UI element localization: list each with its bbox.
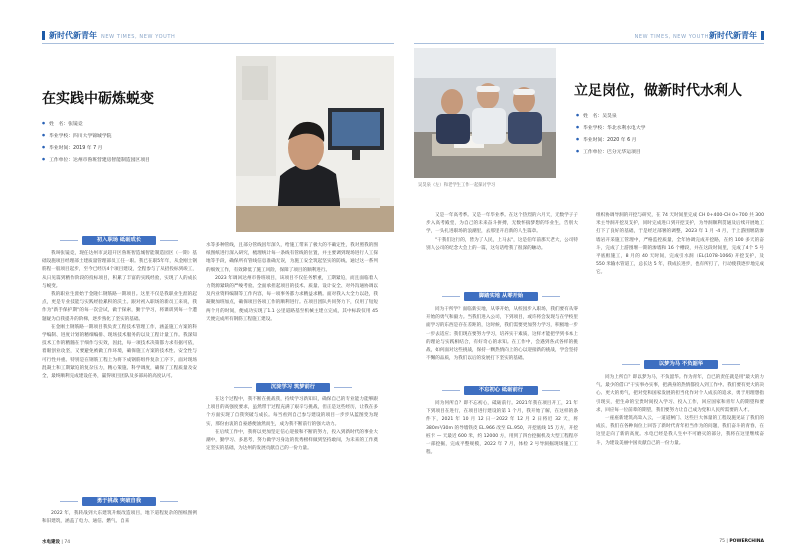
left-page-number: 74 xyxy=(64,540,71,545)
paragraph: "干我们这行的，皆为了人民，上马去"，这是伯年前那天老大，公司特别人公司的纪念大会上的一篇，这句话给我了很深的触动。 xyxy=(426,237,578,251)
right-article-column-3c xyxy=(426,400,578,536)
left-article-column-1-tail xyxy=(42,510,197,536)
portrait-illustration xyxy=(236,56,394,232)
left-article-column-2b xyxy=(206,396,378,536)
right-profile xyxy=(576,110,645,158)
right-article-column-4b xyxy=(596,374,764,536)
paragraph: 同为干所学？面临新实地，从零开始，从校园步入职场，我们要有从零开始的勇气和毅力。当我们进入公司，下到项目，或许将会发现与在学校里面学习的东西是存在差距的，这时候，我们需要更加努力学习，积极地一步一步去适应；我们现在要努力学习，培养实干素质，这样才能把学到书本上的理论与实践相结合，有好奇心的求知。在工作中，会遇到各式各样的挑战，如何面对这些挑战，保持一颗热情向上的心以迎接新的挑战，学会坚持不懈的品质，为我们以后的发展打下坚实的基础。 xyxy=(426,307,578,362)
paragraph: 在后续工作中，我将以更加坚定信心迎接和不断的努力，投入到新时代的事业大潮中，勤学习、多思考，努力做学习身边的优秀榜样做到坚持敢闯，为未来的工作奠定坚实的基础，为达州的发展贡献自己的一份力量。 xyxy=(206,429,378,452)
right-header-en: NEW TIMES, NEW YOUTH xyxy=(634,34,709,40)
section-header-challenge: 勇于挑战 突破自我 xyxy=(82,497,156,506)
paragraph: 又是一年高考季。又是一年毕业季。在这个热烈的六月天，无数学子子步入高考殿堂，为自己的未来奋斗拼搏，无数怀揣梦想的毕业生，告别大学，一头扎进职场的浪潮里，去那里开启新的人生篇章。 xyxy=(426,213,578,235)
left-header-rule xyxy=(42,43,394,44)
profile-name: ● 姓 名：张镜竞 xyxy=(42,118,150,130)
photo-caption: 吴昊泉（左）和老学生工作一起探讨学习 xyxy=(418,183,496,188)
group-photo-illustration xyxy=(414,48,556,178)
left-header-en: NEW TIMES, NEW YOUTH xyxy=(101,34,176,40)
right-article-title: 立足岗位，做新时代水利人 xyxy=(574,83,742,99)
left-footer-brand: 水电建设 xyxy=(42,540,60,545)
left-article-column-1 xyxy=(42,250,197,527)
right-article-column-3a xyxy=(426,212,578,288)
right-article-column-4a xyxy=(596,212,764,352)
profile-graduation: ● 毕业时间：2019 年 7 月 xyxy=(42,142,150,154)
right-page-number: 75 xyxy=(719,539,725,544)
paragraph: 我的职业生涯始于金隆仁钢筋路一期项目。这里不仅是我职业生涯的起点，更是专业技能与实践经验累积的沃土。跟对初入职场的新员工来说，我作为"新手保护期"的每一次尝试，做于探索，勤于学习，将课训到每一个遭题疑为自我提升的阶梯，逐步熟化了坚实的基础。 xyxy=(42,292,197,322)
left-header-cn: 新时代新青年 xyxy=(49,31,97,40)
profile-graduation: ● 毕业时间：2020 年 6 月 xyxy=(576,134,645,146)
left-profile xyxy=(42,118,150,166)
header-bar xyxy=(761,31,764,40)
paragraph: 在金刚土钢筋路一期项目我负责工程技术管理工作，涵盖施工方案的科学编制、进度计划的精细编排、现场技术服务的以及工程计量工作。我深知技术工作的精髓在于细作与实效，因此，每一项技术决策都力求有据可依，着眼创业攻坚，又要避免被做工作环境，确保施工方案的技术性、安全性与可行性并重。特别是在钢筋工程上为将下成钢筋组件复杂工序下，面对现场混凝土和工期紧迫的复杂压力，精心策施、科学调度，确保了工程质量及安全，最终顺利完成建设任务，赢得项目团队及多部局的高度认可。 xyxy=(42,324,197,380)
right-header-rule xyxy=(414,43,764,44)
profile-employer: ● 工作单位：达州市鲁班营建房智能制造园区项目 xyxy=(42,154,150,166)
header-bar xyxy=(42,31,45,40)
right-group-photo xyxy=(414,48,556,178)
right-article-column-3b xyxy=(426,306,578,382)
section-header-down-to-earth: 脚踏实地 从零开始 xyxy=(464,292,538,301)
section-header-learning: 沉淀学习 筑梦前行 xyxy=(256,383,330,392)
right-footer-brand: POWERCHINA xyxy=(729,539,764,544)
paragraph: 2023 年调回达州市鲁班项目，该项目不仅任务繁重，工期紧迫，而且面临着人力资源紧缺的严峻考验。全面承担起项目的技术、质量、设计安全、对外沟通协调以及内业资料编制等工作内容，每一项事务都力求精益求精。面对我入大全力以赴，我凝聚加班加点，确保项目各项工作的顺利进行。在项目团队共同努力下，仅用了短短两个月的时间，便成功实现了1.1 公里道路基至机械主建立完成，其中标段仅用 45 天便完成所有钢筋工程施工建设。 xyxy=(206,275,378,322)
paragraph: 我叫张镜竞，现任达州市灵超开区鲁班智造城智能制造园区（一期）基础设施项目经理部土建质量管理部员工任一职。我已在职5年年，从金刚土钢筋程一般项目起步，至今已经历4个项目建设，全程参与了从招投标到竣工，从日见篇到精作阶段的投标项目，积累了丰富的实践经验，实现了人的成长与蜕变。 xyxy=(42,251,197,289)
profile-school: ● 毕业学校：四川大学锦城学院 xyxy=(42,130,150,142)
right-page-header xyxy=(631,30,764,41)
profile-employer: ● 工作单位：巴分元华运项目 xyxy=(576,146,645,158)
section-header-initial-career: 初入职场 砥砺成长 xyxy=(82,236,156,245)
profile-name: ● 姓 名：吴昊泉 xyxy=(576,110,645,122)
profile-school: ● 毕业学校：华北水利水电大学 xyxy=(576,122,645,134)
paragraph: 一座座新建筑高耸入云，一道道闸门、这些巨大体量的工程设施见证了我们的成长，我们在各种岗位上回答了新时代青年担当作为的问题，我们奋斗的青春，在这里走向了新的高度。水电已经是我人生中不可磨灭的部分，我将在这里继续奋斗，为建设美丽中国贡献自己的一份力量。 xyxy=(596,416,764,446)
paragraph: 同为何所自？即不忘初心，砥砺前行。2021年我在项目开工，21 年下到项目在进行，在项目进行建设的第 1 个月，我开始了解，在这样的条件下，2021 年 10 月 12 日一2022 年 12 月 2 日将近 32 天，将 380m³/30m 的导墙铁皮 EL.966 改至 EL.950，开挖底线 15 万方，开挖桩卡 — 天最近 600 米，约 12000 方，用到了四台挖掘机及大型工程程序一部挖掘，完成平整规模，2022 年 7 月，体检 2 号导洞掘现场施工工程。 xyxy=(426,401,578,456)
left-article-column-2a xyxy=(206,242,378,369)
section-header-original-aspiration: 不忘初心 砥砺前行 xyxy=(464,386,538,395)
left-footer: 水电建设 | 74 xyxy=(42,540,71,545)
paragraph: 水等多种管线，且部分管线因年深久，给施工带来了极大的不确定性，我对照我的图纸图纸进行深入研究，梳理统计每一条线有管线的位置，并主要调到现场进行人工探地等手段，确保所有管线信息准确无误，为施工安全筑起坚实的防线。通过这一系列的细致工作，有效降低了施工风险，保障了项目的顺利进行。 xyxy=(206,243,378,273)
left-page-header xyxy=(42,30,175,41)
paragraph: 2022 年，我转战到大东建筑升级改造项目，地下道程复杂的图纸图例和旧建筑，涵盖了电力、通信、燃气、自来 xyxy=(42,511,197,525)
right-footer: 75 | POWERCHINA xyxy=(719,539,764,544)
left-portrait-photo xyxy=(236,56,394,232)
paragraph: 组织协调导洞的开挖与研究，在 74 天时间里完成 CH 0+400-CH 0+700 共 300 米主导洞开挖及支护，同时完成进口到开挖支护，为导洞顺利贯通及后续开展地工打下了良好的基础，于是经过部署的调整，2023 年 1 月 -4 月，于上游围堰防渗墙岩开采施工管理中，严格监控质量，全年协调完成开挖路，在约 100 多天的奋斗，完成了上游围堰一期的渗墙和 16 个槽段，并在这段时间里，完成了4个 5 号平底框施工，8 月的 40 天时间，完成引水洞（EL(1078-1066) 开挖支护，及 550 米输水管道工，总长达 5 年，我成长进步，也有所打了，行动使我逐步地完成它。 xyxy=(596,213,764,276)
paragraph: 在这个过程中，我不断在挑战我，持续学习新知识，确保自己的专业能力能够跟上项目的高强度要求，虽然带于过程充满了艰辛与挑战，但正是这些经历，让我在多个方面实现了自我突破与成长。每当看到自己参与建设的项目一步步从蓝图变为现实，那份由衷的自豪感便油然而生，成为我不断前行的强大动力。 xyxy=(206,397,378,427)
left-article-title: 在实践中砺炼蜕变 xyxy=(42,91,154,107)
paragraph: 同为上所自？即以梦为马，不负韶华。作为青年，自已的责任就是用"最大的力气、最少的借口"干实事办实事，把满身的热情都投入到工作中。我们要有更大的决心、更大的勇气，把对党和国家发展的担当化作对个人成长的追求，勇于用理想指引现实，把生命的宝贵时间投入学习、投入工作，回应国家和青年人的期望和要求，回应每一位前辈的期望，我们要努力让自己成为党和人民所需要的人才。 xyxy=(596,375,764,413)
section-header-dream: 以梦为马 不负韶华 xyxy=(644,360,718,369)
right-header-cn: 新时代新青年 xyxy=(709,31,757,40)
